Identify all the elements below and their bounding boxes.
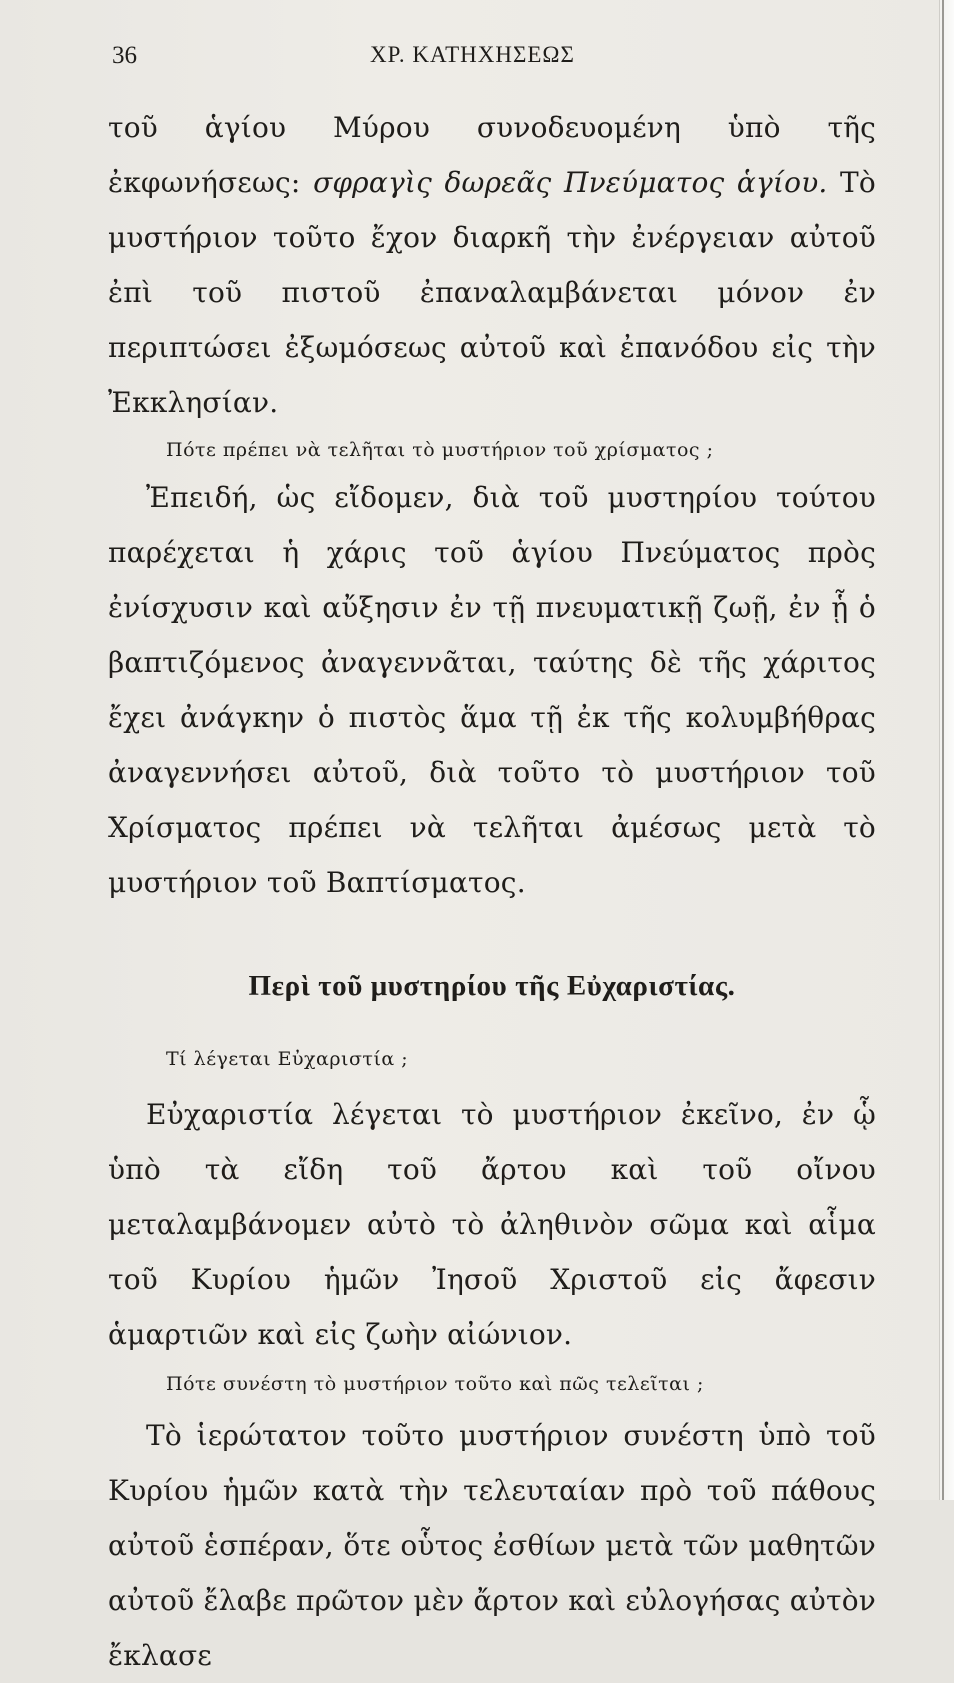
question-when-chrism: Πότε πρέπει νὰ τελῆται τὸ μυστήριον τοῦ χρίσματος ; <box>166 439 714 461</box>
paragraph-text: Τὸ μυστήριον τοῦτο ἔχον διαρκῆ τὴν ἐνέργειαν αὐτοῦ ἐπὶ τοῦ πιστοῦ ἐπαναλαμβάνεται μόνον ἐν περιπτώσει ἐξωμόσεως αὐτοῦ καὶ ἐπανόδου εἰς τὴν Ἐκκλησίαν. <box>108 166 876 419</box>
question-when-instituted: Πότε συνέστη τὸ μυστήριον τοῦτο καὶ πῶς τελεῖται ; <box>166 1373 704 1395</box>
running-title: ΧΡ. ΚΑΤΗΧΗΣΕΩΣ <box>370 42 575 67</box>
paragraph-eucharist-institution: Τὸ ἱερώτατον τοῦτο μυστήριον συνέστη ὑπὸ τοῦ Κυρίου ἡμῶν κατὰ τὴν τελευταίαν πρὸ τοῦ πάθους αὐτοῦ ἑσπέραν, ὅτε οὗτος ἐσθίων μετὰ τῶν μαθητῶν αὐτοῦ ἔλαβε πρῶτον μὲν ἄρτον καὶ εὐλογήσας αὐτὸν ἔκλασε <box>108 1419 876 1672</box>
paragraph-eucharist-definition: Εὐχαριστία λέγεται τὸ μυστήριον ἐκεῖνο, ἐν ᾧ ὑπὸ τὰ εἴδη τοῦ ἄρτου καὶ τοῦ οἴνου μεταλαμβάνομεν αὐτὸ τὸ ἀληθινὸν σῶμα καὶ αἷμα τοῦ Κυρίου ἡμῶν Ἰησοῦ Χριστοῦ εἰς ἄφεσιν ἁμαρτιῶν καὶ εἰς ζωὴν αἰώνιον. <box>108 1098 876 1351</box>
page-fold-line <box>942 0 944 1500</box>
paragraph-chrism-continuation <box>108 100 876 430</box>
paragraph-text: τοῦ ἁγίου Μύρου συνοδευομένη ὑπὸ τῆς ἐκφωνήσεως: <box>108 111 876 199</box>
page-header <box>112 42 872 82</box>
section-heading-eucharist: Περὶ τοῦ μυστηρίου τῆς Εὐχαριστίας. <box>248 970 736 1002</box>
page-number: 36 <box>112 42 137 69</box>
body-text <box>108 100 876 1683</box>
section-heading-block <box>108 970 876 1003</box>
paragraph-chrism-answer: Ἐπειδή, ὡς εἴδομεν, διὰ τοῦ μυστηρίου τούτου παρέχεται ἡ χάρις τοῦ ἁγίου Πνεύματος πρὸς ἐνίσχυσιν καὶ αὔξησιν ἐν τῇ πνευματικῇ ζωῇ, ἐν ᾗ ὁ βαπτιζόμενος ἀναγεννᾶται, ταύτης δὲ τῆς χάριτος ἔχει ἀνάγκην ὁ πιστὸς ἅμα τῇ ἐκ τῆς κολυμβήθρας ἀναγεννήσει αὐτοῦ, διὰ τοῦτο τὸ μυστήριον τοῦ Χρίσματος πρέπει νὰ τελῆται ἀμέσως μετὰ τὸ μυστήριον τοῦ Βαπτίσματος. <box>108 481 876 899</box>
italic-formula: σφραγὶς δωρεᾶς Πνεύματος ἁγίου. <box>313 166 828 199</box>
question-what-is-eucharist: Τί λέγεται Εὐχαριστία ; <box>166 1048 409 1070</box>
